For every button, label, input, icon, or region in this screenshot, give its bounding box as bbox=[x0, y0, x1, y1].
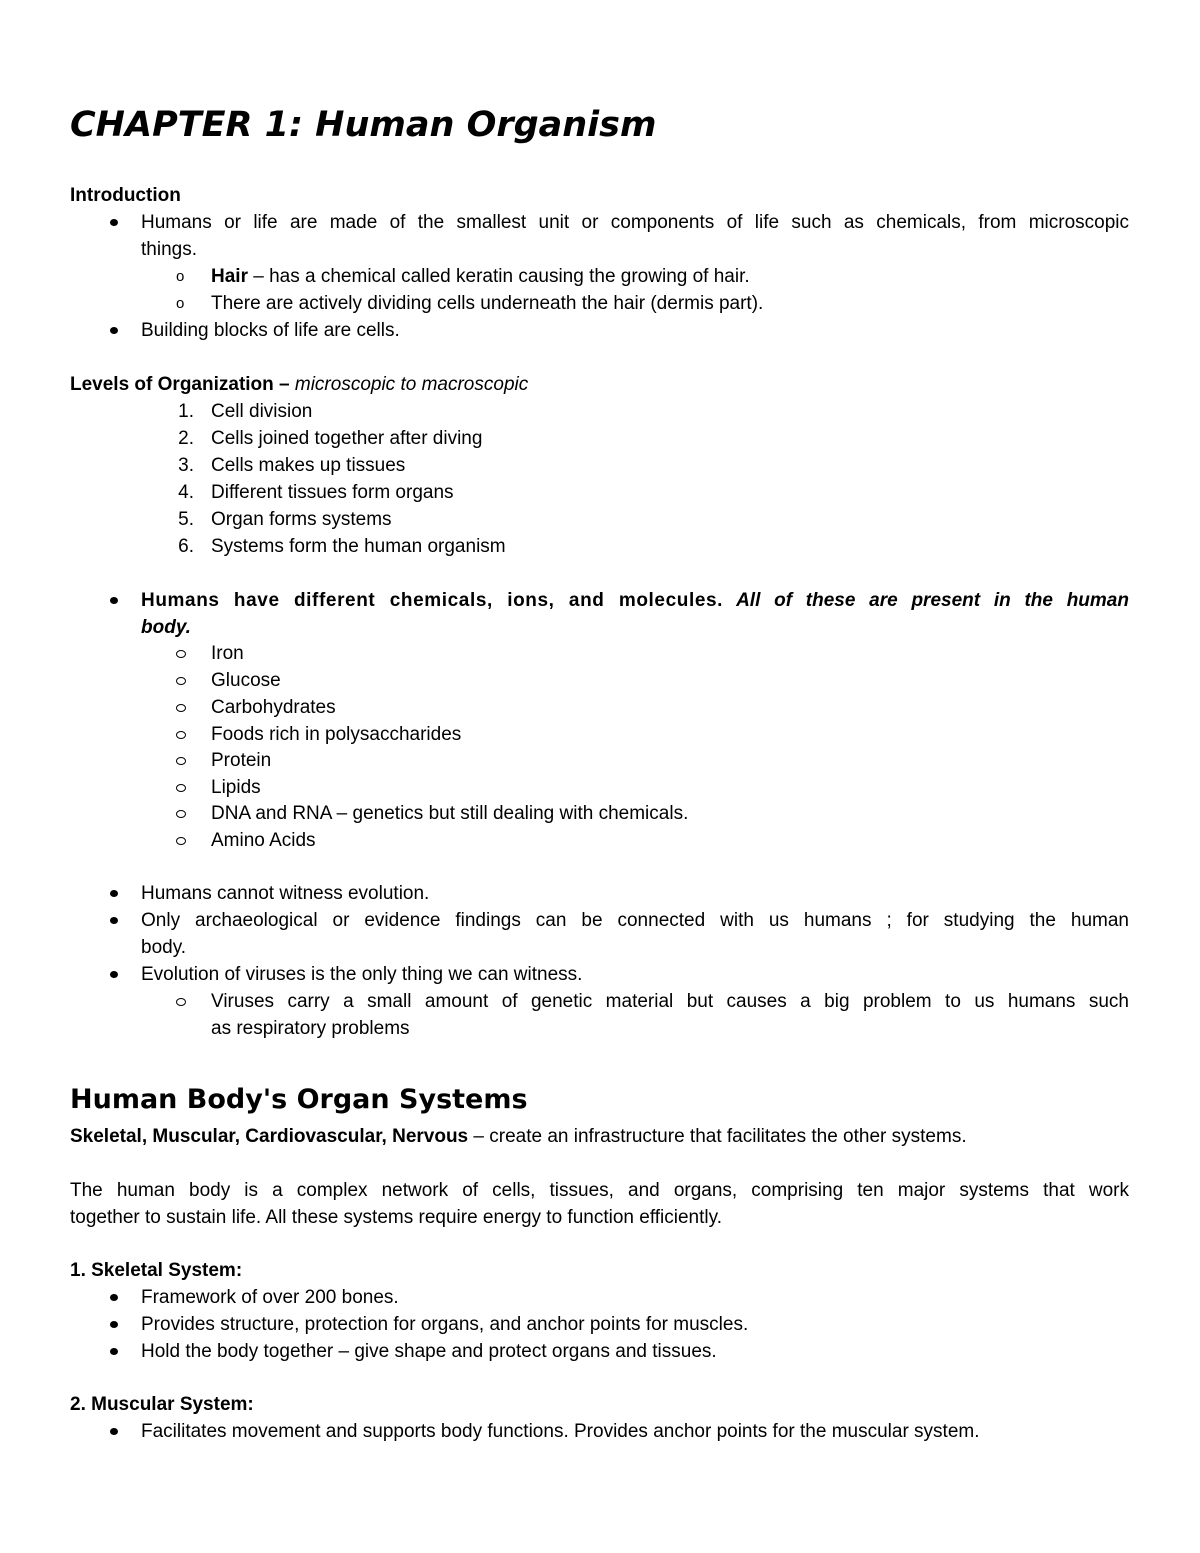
levels-item-number: 3. bbox=[178, 455, 194, 476]
bullet-icon bbox=[110, 1321, 118, 1328]
chemical-item: Amino Acids bbox=[211, 830, 316, 851]
virus-sub-bullet-line-2: as respiratory problems bbox=[211, 1018, 410, 1039]
bullet-icon bbox=[110, 219, 118, 226]
levels-item: Cell division bbox=[211, 401, 313, 422]
sub-bullet-marker: o bbox=[176, 268, 185, 285]
organ-systems-heading: Human Body's Organ Systems bbox=[70, 1084, 528, 1115]
circle-bullet-icon bbox=[176, 677, 186, 685]
skeletal-item: Framework of over 200 bones. bbox=[141, 1287, 399, 1308]
intro-bullet-1-line-1: Humans or life are made of the smallest unit or components of life such as chemicals, from microscopic bbox=[141, 212, 1129, 233]
circle-bullet-icon bbox=[176, 784, 186, 792]
chemical-item: DNA and RNA – genetics but still dealing with chemicals. bbox=[211, 803, 689, 824]
bullet-icon bbox=[110, 597, 118, 604]
evolution-bullet-1: Humans cannot witness evolution. bbox=[141, 883, 430, 904]
levels-item-number: 6. bbox=[178, 536, 194, 557]
intro-bullet-1-line-2: things. bbox=[141, 239, 197, 260]
levels-heading-line bbox=[70, 371, 528, 398]
bullet-icon bbox=[110, 917, 118, 924]
evolution-bullet-2-line-1: Only archaeological or evidence findings can be connected with us humans ; for studying the human bbox=[141, 910, 1129, 931]
levels-item-number: 1. bbox=[178, 401, 194, 422]
chemicals-bold-text: Humans have different chemicals, ions, and molecules. bbox=[141, 590, 724, 611]
circle-bullet-icon bbox=[176, 810, 186, 818]
chemicals-bullet-line-2: body. bbox=[141, 617, 191, 638]
sub-bullet-marker: o bbox=[176, 295, 185, 312]
levels-item: Cells joined together after diving bbox=[211, 428, 483, 449]
circle-bullet-icon bbox=[176, 650, 186, 658]
hair-term: Hair bbox=[211, 266, 248, 287]
evolution-bullet-3: Evolution of viruses is the only thing we can witness. bbox=[141, 964, 583, 985]
skeletal-item: Hold the body together – give shape and protect organs and tissues. bbox=[141, 1341, 717, 1362]
muscular-heading: 2. Muscular System: bbox=[70, 1394, 254, 1415]
chemical-item: Foods rich in polysaccharides bbox=[211, 724, 462, 745]
chemical-item: Glucose bbox=[211, 670, 281, 691]
circle-bullet-icon bbox=[176, 837, 186, 845]
organ-systems-lead bbox=[70, 1123, 967, 1150]
levels-item-number: 2. bbox=[178, 428, 194, 449]
levels-item: Cells makes up tissues bbox=[211, 455, 406, 476]
chemical-item: Lipids bbox=[211, 777, 261, 798]
levels-item: Systems form the human organism bbox=[211, 536, 506, 557]
chapter-title: CHAPTER 1: Human Organism bbox=[70, 105, 657, 145]
levels-item: Different tissues form organs bbox=[211, 482, 454, 503]
levels-heading: Levels of Organization – bbox=[70, 374, 290, 395]
chemical-item: Iron bbox=[211, 643, 244, 664]
skeletal-heading: 1. Skeletal System: bbox=[70, 1260, 243, 1281]
organ-systems-paragraph-line-2: together to sustain life. All these systems require energy to function efficiently. bbox=[70, 1207, 722, 1228]
levels-item-number: 5. bbox=[178, 509, 194, 530]
chemicals-bullet-line-1 bbox=[141, 587, 1129, 614]
chemical-item: Protein bbox=[211, 750, 272, 771]
virus-sub-bullet-line-1: Viruses carry a small amount of genetic material but causes a big problem to us humans such bbox=[211, 991, 1129, 1012]
bullet-icon bbox=[110, 890, 118, 897]
intro-bullet-2: Building blocks of life are cells. bbox=[141, 320, 400, 341]
intro-heading: Introduction bbox=[70, 185, 181, 206]
intro-sub-bullet-1 bbox=[211, 263, 750, 290]
bullet-icon bbox=[110, 971, 118, 978]
circle-bullet-icon bbox=[176, 998, 186, 1006]
chemicals-italic-text: All of these are present in the human bbox=[723, 590, 1129, 611]
levels-subtitle: microscopic to macroscopic bbox=[289, 374, 529, 395]
levels-item-number: 4. bbox=[178, 482, 194, 503]
bullet-icon bbox=[110, 1428, 118, 1435]
organ-systems-lead-rest: – create an infrastructure that facilitates the other systems. bbox=[468, 1126, 967, 1147]
intro-sub-bullet-2: There are actively dividing cells underneath the hair (dermis part). bbox=[211, 293, 764, 314]
muscular-item: Facilitates movement and supports body functions. Provides anchor points for the muscular system. bbox=[141, 1421, 980, 1442]
chemical-item: Carbohydrates bbox=[211, 697, 336, 718]
levels-item: Organ forms systems bbox=[211, 509, 392, 530]
bullet-icon bbox=[110, 327, 118, 334]
bullet-icon bbox=[110, 1348, 118, 1355]
organ-systems-lead-bold: Skeletal, Muscular, Cardiovascular, Nervous bbox=[70, 1126, 469, 1147]
circle-bullet-icon bbox=[176, 704, 186, 712]
hair-description: – has a chemical called keratin causing the growing of hair. bbox=[247, 266, 750, 287]
evolution-bullet-2-line-2: body. bbox=[141, 937, 187, 958]
organ-systems-paragraph-line-1: The human body is a complex network of cells, tissues, and organs, comprising ten major systems that work bbox=[70, 1180, 1129, 1201]
circle-bullet-icon bbox=[176, 757, 186, 765]
bullet-icon bbox=[110, 1294, 118, 1301]
skeletal-item: Provides structure, protection for organs, and anchor points for muscles. bbox=[141, 1314, 749, 1335]
circle-bullet-icon bbox=[176, 731, 186, 739]
